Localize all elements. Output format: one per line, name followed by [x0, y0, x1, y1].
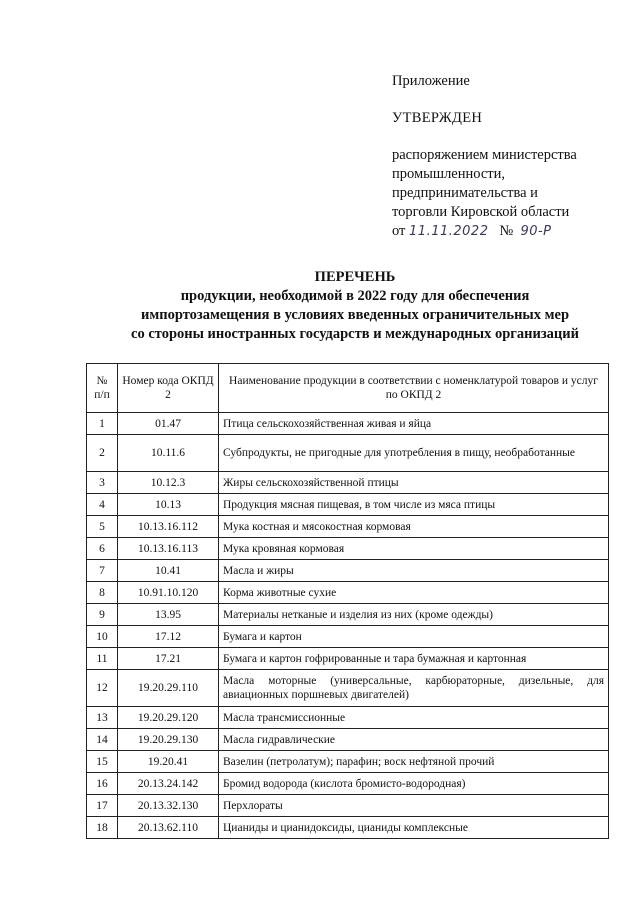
cell-name: Масла моторные (универсальные, карбюраторные, дизельные, для авиационных поршневых двигателей) — [219, 670, 609, 707]
cell-num: 6 — [87, 538, 118, 560]
cell-name: Материалы нетканые и изделия из них (кроме одежды) — [219, 604, 609, 626]
cell-code: 10.13.16.112 — [118, 516, 219, 538]
approval-block — [392, 72, 632, 241]
cell-name: Перхлораты — [219, 795, 609, 817]
order-number: 90-Р — [520, 224, 552, 239]
cell-code: 10.12.3 — [118, 472, 219, 494]
cell-code: 17.21 — [118, 648, 219, 670]
table-row — [87, 582, 609, 604]
order-date: 11.11.2022 — [409, 224, 489, 239]
document-subtitle-line: со стороны иностранных государств и международных организаций — [131, 326, 579, 342]
cell-name: Бумага и картон гофрированные и тара бумажная и картонная — [219, 648, 609, 670]
table-row — [87, 707, 609, 729]
cell-code: 10.91.10.120 — [118, 582, 219, 604]
cell-code: 13.95 — [118, 604, 219, 626]
document-subtitle-line: импортозамещения в условиях введенных ограничительных мер — [140, 307, 570, 323]
cell-num: 15 — [87, 751, 118, 773]
table-row — [87, 472, 609, 494]
cell-name: Бромид водорода (кислота бромисто-водородная) — [219, 773, 609, 795]
cell-num: 4 — [87, 494, 118, 516]
number-prefix: № — [499, 223, 514, 239]
table-row — [87, 817, 609, 839]
header-name: Наименование продукции в соответствии с номенклатурой товаров и услуг по ОКПД 2 — [219, 364, 609, 413]
cell-name: Субпродукты, не пригодные для употребления в пищу, необработанные — [219, 435, 609, 472]
document-subtitle-line: продукции, необходимой в 2022 году для обеспечения — [180, 288, 530, 304]
order-issuer-line: распоряжением министерства — [392, 147, 577, 163]
cell-name: Бумага и картон — [219, 626, 609, 648]
table-row — [87, 413, 609, 435]
cell-code: 19.20.29.130 — [118, 729, 219, 751]
cell-code: 19.20.41 — [118, 751, 219, 773]
table-header-row — [87, 364, 609, 413]
table-row — [87, 494, 609, 516]
table-row — [87, 648, 609, 670]
table-row — [87, 435, 609, 472]
cell-code: 10.13.16.113 — [118, 538, 219, 560]
table-row — [87, 538, 609, 560]
cell-code: 19.20.29.120 — [118, 707, 219, 729]
table-row — [87, 516, 609, 538]
cell-name: Мука кровяная кормовая — [219, 538, 609, 560]
table-row — [87, 560, 609, 582]
table-row — [87, 729, 609, 751]
cell-name: Продукция мясная пищевая, в том числе из мяса птицы — [219, 494, 609, 516]
order-date-number — [392, 222, 632, 241]
cell-num: 3 — [87, 472, 118, 494]
approved-label: УТВЕРЖДЕН — [392, 110, 483, 126]
table-row — [87, 626, 609, 648]
cell-num: 12 — [87, 670, 118, 707]
order-issuer-line: предпринимательства и — [392, 185, 538, 201]
cell-num: 13 — [87, 707, 118, 729]
cell-name: Масла гидравлические — [219, 729, 609, 751]
cell-name: Масла трансмиссионные — [219, 707, 609, 729]
cell-code: 20.13.62.110 — [118, 817, 219, 839]
cell-num: 18 — [87, 817, 118, 839]
cell-name: Вазелин (петролатум); парафин; воск нефтяной прочий — [219, 751, 609, 773]
cell-num: 11 — [87, 648, 118, 670]
cell-code: 19.20.29.110 — [118, 670, 219, 707]
cell-name: Птица сельскохозяйственная живая и яйца — [219, 413, 609, 435]
table-row — [87, 773, 609, 795]
cell-name: Корма животные сухие — [219, 582, 609, 604]
header-code: Номер кода ОКПД 2 — [118, 364, 219, 413]
cell-name: Цианиды и цианидоксиды, цианиды комплексные — [219, 817, 609, 839]
order-issuer-line: торговли Кировской области — [392, 204, 570, 220]
cell-name: Жиры сельскохозяйственной птицы — [219, 472, 609, 494]
products-table — [86, 363, 609, 839]
order-issuer — [392, 146, 632, 222]
cell-num: 1 — [87, 413, 118, 435]
document-heading — [70, 268, 640, 344]
table-row — [87, 751, 609, 773]
cell-num: 14 — [87, 729, 118, 751]
cell-code: 10.11.6 — [118, 435, 219, 472]
cell-code: 01.47 — [118, 413, 219, 435]
cell-code: 10.41 — [118, 560, 219, 582]
cell-num: 16 — [87, 773, 118, 795]
cell-code: 20.13.24.142 — [118, 773, 219, 795]
cell-code: 10.13 — [118, 494, 219, 516]
cell-num: 5 — [87, 516, 118, 538]
cell-num: 17 — [87, 795, 118, 817]
header-num: № п/п — [87, 364, 118, 413]
table-row — [87, 795, 609, 817]
table-row — [87, 670, 609, 707]
cell-num: 8 — [87, 582, 118, 604]
date-prefix: от — [392, 223, 406, 239]
cell-name: Мука костная и мясокостная кормовая — [219, 516, 609, 538]
order-issuer-line: промышленности, — [392, 166, 506, 182]
appendix-label: Приложение — [392, 73, 470, 89]
cell-num: 2 — [87, 435, 118, 472]
cell-code: 17.12 — [118, 626, 219, 648]
cell-num: 10 — [87, 626, 118, 648]
cell-code: 20.13.32.130 — [118, 795, 219, 817]
cell-num: 9 — [87, 604, 118, 626]
document-title: ПЕРЕЧЕНЬ — [314, 269, 396, 285]
cell-num: 7 — [87, 560, 118, 582]
table-row — [87, 604, 609, 626]
cell-name: Масла и жиры — [219, 560, 609, 582]
